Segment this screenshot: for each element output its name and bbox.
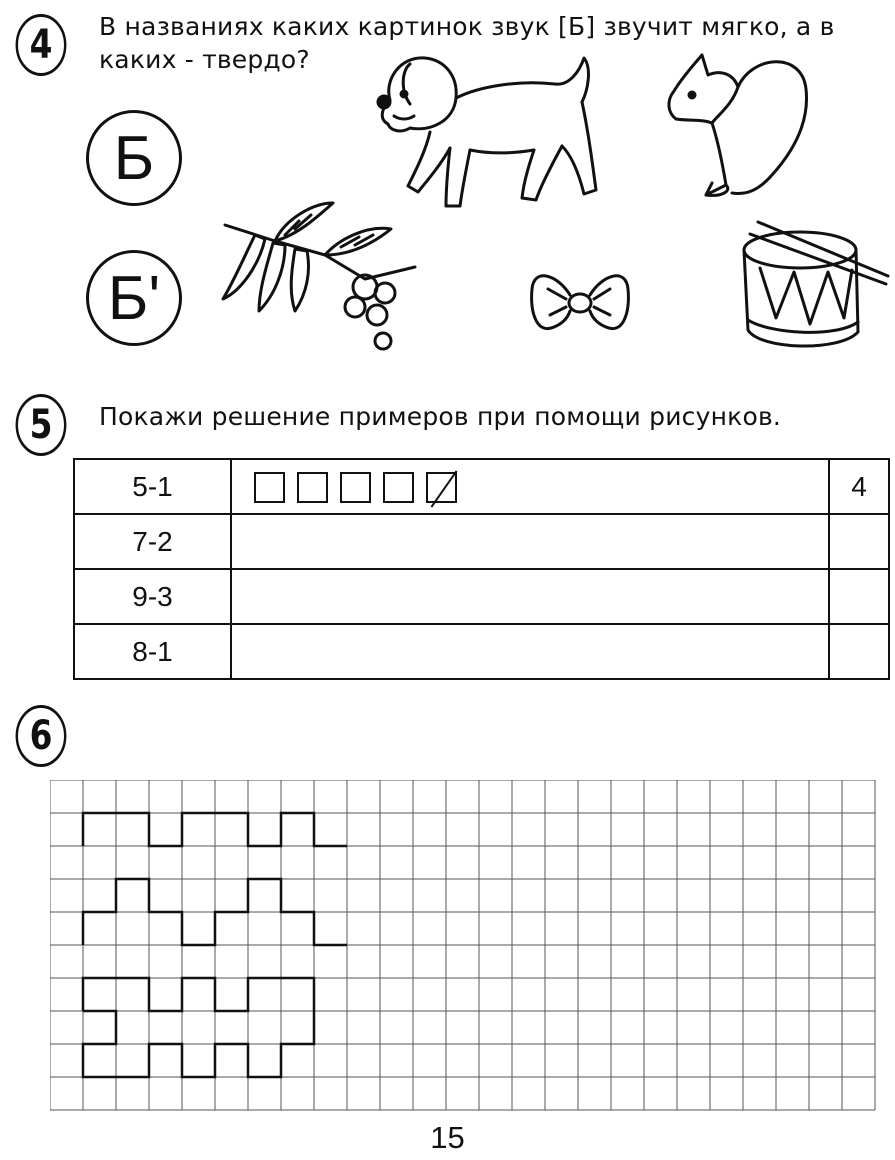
task-5-number: 5 <box>16 394 67 456</box>
answer-cell[interactable] <box>829 569 889 624</box>
box-icon <box>383 472 414 503</box>
task-5-text: Покажи решение примеров при помощи рисунков. <box>99 402 782 431</box>
task-6-number: 6 <box>16 705 67 767</box>
pattern-bottom <box>83 978 314 1011</box>
expression-cell: 8-1 <box>74 624 231 679</box>
drum-picture <box>740 210 890 360</box>
drawing-cell[interactable] <box>231 514 829 569</box>
letter-hard-b: Б <box>86 110 182 206</box>
drawing-cell[interactable] <box>231 569 829 624</box>
letter-soft-b: Б' <box>86 250 182 346</box>
answer-cell[interactable] <box>829 514 889 569</box>
drawing-cell[interactable] <box>231 624 829 679</box>
task-4-text-line2: каких - твердо? <box>99 45 310 74</box>
drawing-cell[interactable] <box>231 459 829 514</box>
expression-cell: 5-1 <box>74 459 231 514</box>
box-icon <box>254 472 285 503</box>
squirrel-picture <box>662 45 812 205</box>
examples-table <box>73 458 890 680</box>
rowan-branch-picture <box>215 195 445 355</box>
task-4-text-line1: В названиях каких картинок звук [Б] звучит мягко, а в <box>99 12 835 41</box>
box-icon <box>297 472 328 503</box>
table-row <box>74 459 889 514</box>
box-icon <box>340 472 371 503</box>
graph-paper-grid[interactable] <box>50 780 876 1112</box>
task-4-number: 4 <box>16 14 67 76</box>
table-row <box>74 624 889 679</box>
table-row <box>74 569 889 624</box>
answer-cell[interactable] <box>829 624 889 679</box>
page-number: 15 <box>430 1120 465 1155</box>
bow-picture <box>528 265 633 345</box>
crossed-box-icon <box>426 472 457 503</box>
answer-cell: 4 <box>829 459 889 514</box>
expression-cell: 7-2 <box>74 514 231 569</box>
table-row <box>74 514 889 569</box>
expression-cell: 9-3 <box>74 569 231 624</box>
